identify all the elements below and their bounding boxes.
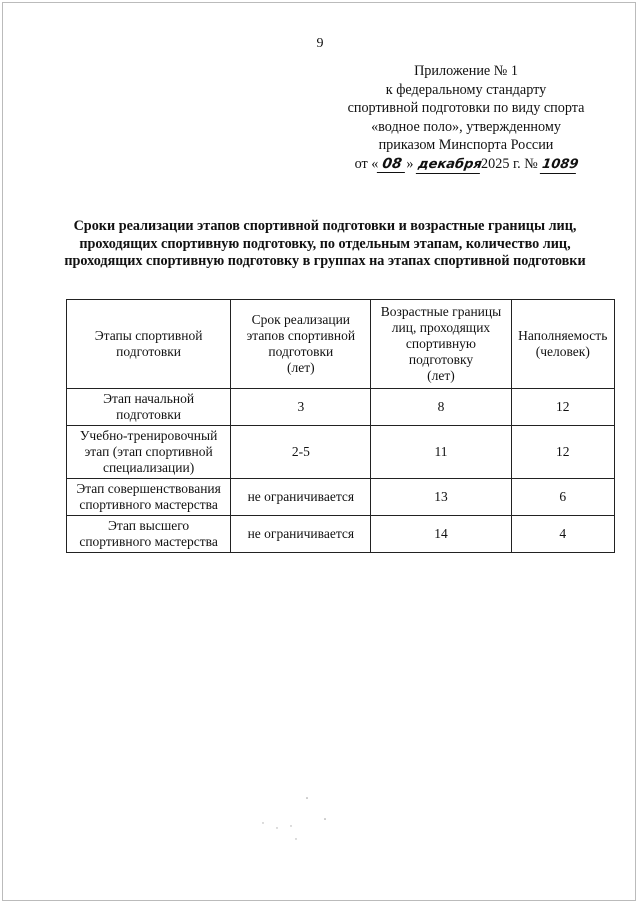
appendix-line: спортивной подготовки по виду спорта [347,100,585,116]
order-line [316,155,616,174]
table-row [67,479,615,516]
appendix-line: Приложение № 1 [414,63,518,79]
order-year: 2025 г. № [481,155,538,172]
cell-capacity: 4 [511,516,614,553]
table-row [67,426,615,479]
scan-specks [255,795,345,845]
cell-capacity: 12 [511,389,614,426]
header-cell-age: Возрастные границы лиц, проходящих спортивную подготовку (лет) [371,300,511,389]
order-month-handwritten: декабря [417,156,483,172]
cell-duration: 3 [231,389,371,426]
cell-age: 13 [371,479,511,516]
order-day-handwritten: 08 [377,156,407,173]
order-prefix: от « [354,155,379,172]
cell-duration: не ограничивается [231,479,371,516]
cell-capacity: 6 [511,479,614,516]
page-number: 9 [316,36,324,51]
table-row [67,389,615,426]
appendix-line: к федеральному стандарту [385,81,547,98]
table-row [67,516,615,553]
appendix-line: приказом Минспорта России [378,137,554,153]
cell-age: 14 [371,516,511,553]
stages-table [66,299,615,553]
order-mid: » [406,155,414,172]
cell-stage: Этап совершенствования спортивного мастерства [67,479,231,516]
cell-age: 11 [371,426,511,479]
cell-duration: 2-5 [231,426,371,479]
appendix-block [316,62,616,174]
order-number-handwritten: 1089 [541,156,580,172]
appendix-line: «водное поло», утвержденному [371,118,561,135]
header-cell-duration: Срок реализации этапов спортивной подготовки (лет) [231,300,371,389]
document-title: Сроки реализации этапов спортивной подготовки и возрастные границы лиц, проходящих спортивную подготовку, по отдельным этапам, количество лиц, проходящих спортивную подготовку в группах на этапах спортивной подготовки [64,218,586,269]
cell-duration: не ограничивается [231,516,371,553]
cell-stage: Этап высшего спортивного мастерства [67,516,231,553]
header-cell-stages: Этапы спортивной подготовки [67,300,231,389]
table-header-row [67,300,615,389]
header-cell-capacity: Наполняемость (человек) [511,300,614,389]
cell-stage: Этап начальной подготовки [67,389,231,426]
cell-capacity: 12 [511,426,614,479]
cell-stage: Учебно-тренировочный этап (этап спортивной специализации) [67,426,231,479]
cell-age: 8 [371,389,511,426]
